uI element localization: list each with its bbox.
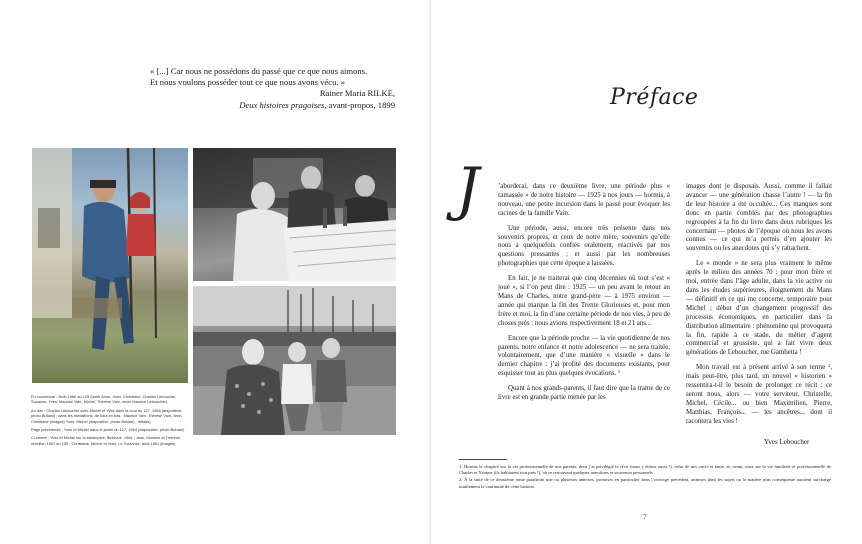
text-column-2 [686,183,832,433]
page-title: Préface [610,85,699,110]
epigraph-line-1: « [...] Car nous ne possédons du passé que ce que nous aimons. [150,66,368,76]
epigraph-author: Rainer Maria RILKE, [319,88,395,99]
footnote-rule [459,459,507,460]
footnote-1: 1. Hormis le chapitre sur la vie professionnelle de nos parents, dont j’ai privilégié le récit (nous y étions aussi !), celui de nos oncle et tante, et, avant, ceux sur la vie familiale et professionnelle de Charles et Yvonne (ils habitaient tout près !), où se retrouvent quelques anecdotes et souvenirs personnels. [459,464,831,476]
epigraph-source [150,100,395,111]
photo-captions [31,394,189,449]
text-column-1 [498,183,670,409]
drop-cap: J [456,155,480,223]
caption-back: Au dos : Charles Leboucher avec Michel et Yves dans la cour du 127, 1964 (diapositive, photo Bubasi) ; dans les médaillons, de haut en bas : Maurice Vain, Thérèse Vain, Jean, Christiane (images) Yves, Michel (diapositive, photo Bubasi) - détails). [31,407,183,424]
epigraph-source-title: Deux histoires pragoises [239,99,325,110]
page-number: 7 [643,512,647,521]
photo-harbor-children [193,286,396,435]
photo-swing-color [32,148,188,383]
paragraph: images dont je disposais. Aussi, comme il fallait avancer — une génération chasse l’autre ! — la fin de leur histoire a été occultée... Ces manques sont donc en partie comblés par des photographies regroupées à la fin du livre dans deux rubriques les concernant — photos de l’époque où nous les avons connus — ce qui m’a permis d’en ajouter les souvenirs ou les anecdotes qui s’y rattachent. [686,183,832,253]
epigraph [150,66,395,111]
epigraph-source-rest: , avant-propos, 1899 [324,99,395,110]
caption-opposite: Ci-contre : Yves et Michel sur la balançoire, Bellevue, 1964 ; Jean, Maurice et Thérèse, réveillon 1957 au 155 ; Christiane, Michel et Yves, Le Guilvinec, août 1961 (images). [31,435,181,446]
paragraph: Encore que la période proche — la vie quotidienne de nos parents, notre enfance et notre adolescence — ne sera traitée, volontairement, que d’une manière « visuelle » dans le dernier chapitre : j’ai profité des documents existants, pour esquisser tout au plus quelques évocations. ¹ [498,334,670,378]
paragraph: Quant à nos grands-parents, il faut dire que la trame de ce livre est en grande partie menée par les [498,385,670,402]
paragraph: En fait, je ne traiterai que cinq décennies où tout s’est « joué », si l’on peut dire : 1925 — un peu avant le retour au Mans de Charles, notre grand-père — à 1975 environ — année qui marque la fin des Trente Glorieuses et, pour mon frère et moi, la fin d’une certaine période de nos vies, à peu de choses près : nous avions respectivement 18 et 21 ans... [498,275,671,327]
paragraph: Mon travail est à présent arrivé à son terme ², mais peut-être, plus tard, un nouvel « historien » ressentira-t-il le besoin de prolonger ce récit : ce seront nous, alors — votre serviteur, Christelle, Michel, Cécile... ou bien Maximilien, Pierre, Matthias, François... — les ancêtres... dont il racontera les vies ! [686,364,832,425]
paragraph: Une période, aussi, encore très présente dans nos souvenirs propres, et ceux de notre mère, souvenirs qu’elle nous a quelquefois confiés oralement, réactivés par nos questions pressantes ; et aussi par les nombreuses photographies que cette époque a laissées. [498,224,670,268]
footnote-2: 2. À la suite de ce deuxième tome paraîtront une ou plusieurs annexes, promises en particulier dans l’ouvrage précédent, annexes dont les sujets ou la matière plus conséquente auraient surchargé inutilement la continuité de cette histoire. [459,477,831,489]
paragraph: Le « monde » ne sera plus vraiment le même après le milieu des années 70 : pour mon frère et moi, entrée dans l’âge adulte, dans la vie active ou dans les études supérieures, éloignement du Mans — définitif en ce qui me concerne, temporaire pour Michel ; début d’un changement progressif des processus économiques, en particulier dans la distribution alimentaire : phénomène qui provoquera la fin, rapide à ce stade, du métier d’agent commercial et grossiste, qui a fait vivre deux générations de Leboucher, rue Gambetta ! [686,260,832,357]
caption-previous-page: Page précédente : Yves et Michel dans le jardin du 127, 1964 (diapositive, photo Bubasi). [31,427,185,433]
footnotes [459,464,831,491]
photo-dinner-table [193,148,396,281]
paragraph: ’aborderai, dans ce deuxième livre, une période plus « ramassée » de notre histoire — 1925 à nos jours — hormis, à nouveau, une petite incursion dans le passé pour évoquer les racines de la famille Vain. [498,183,670,217]
epigraph-line-2: Et nous voulons posséder tout ce que nous avons vécu. » [150,77,346,88]
caption-cover: En couverture : Noël 1966 au 125 (tante Anne, Jean, Christiane, Charles Leboucher, Suzanne, Yves, Maurice Vain, Michel, Thérèse Vain, oncle Maurice Leboucher). [31,394,177,405]
author-signature: Yves Leboucher [764,438,810,446]
